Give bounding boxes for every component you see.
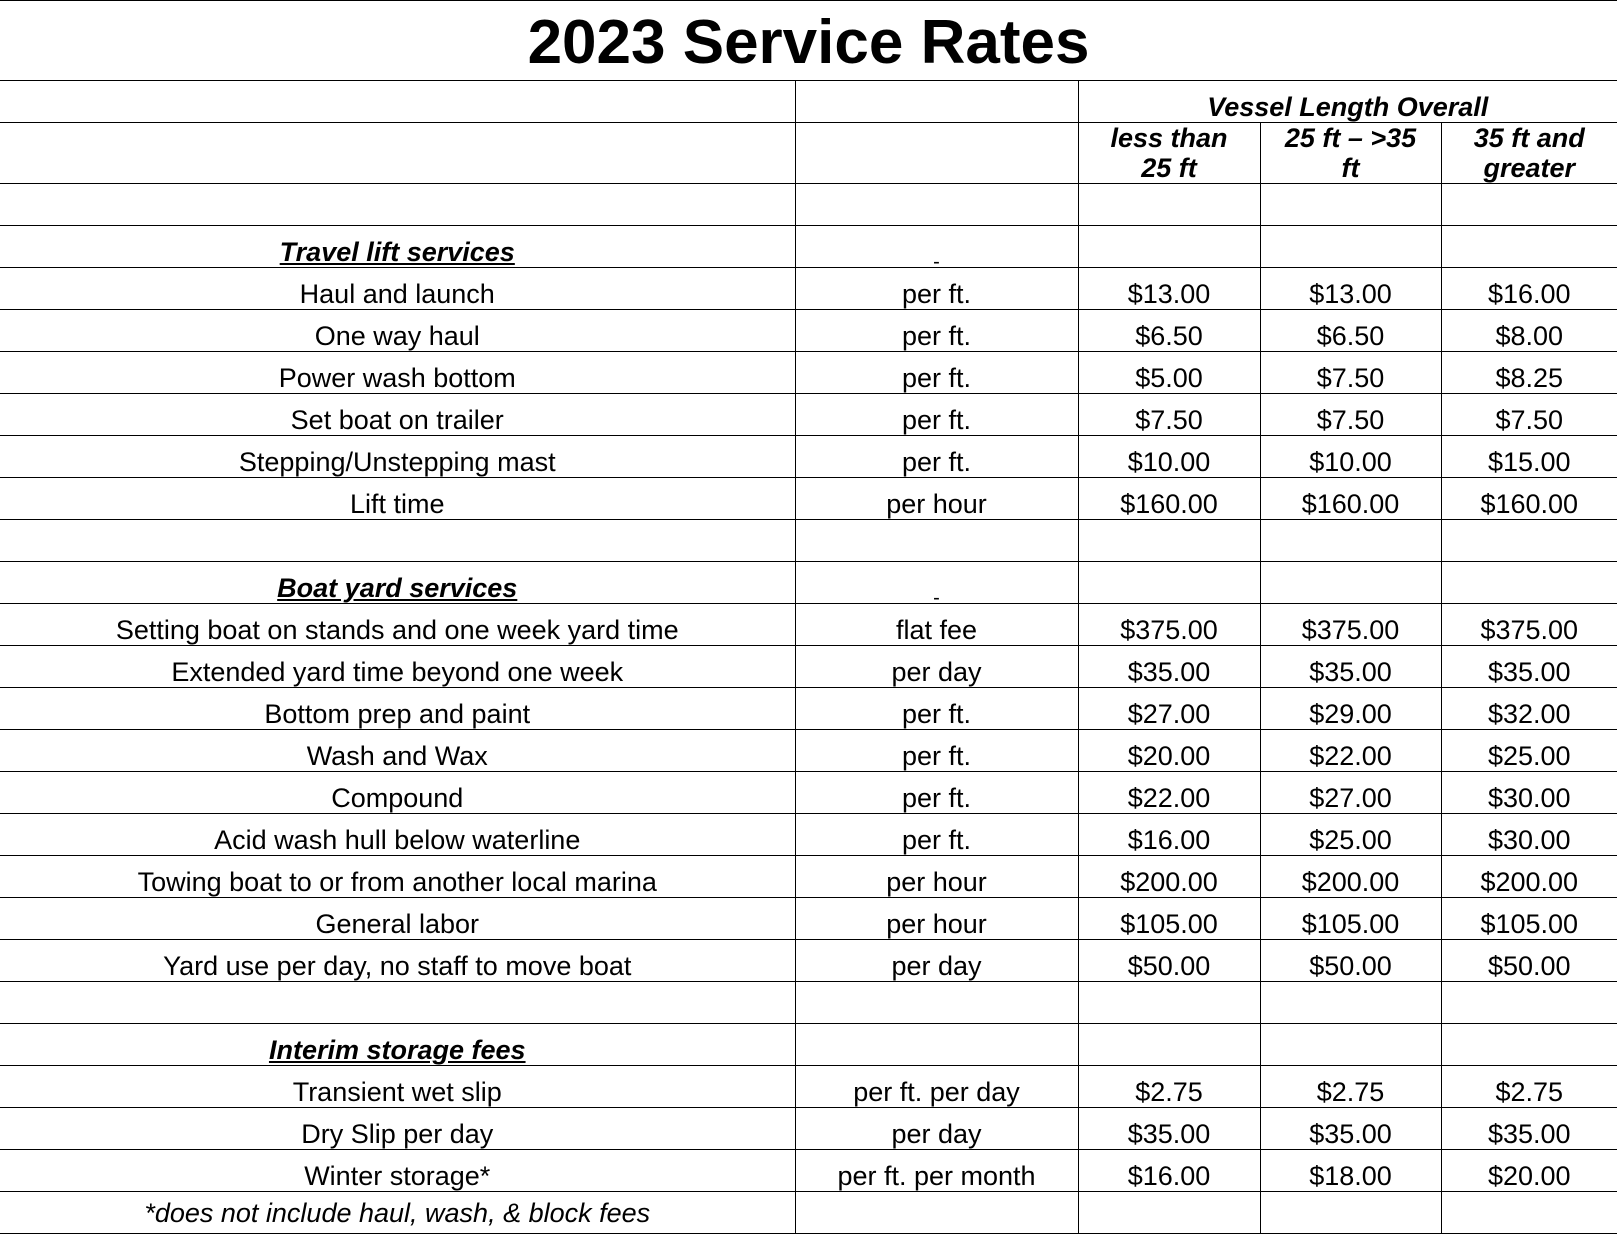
price-cell: $200.00 [1260,856,1441,898]
price-cell: $16.00 [1078,814,1260,856]
price-cell: $160.00 [1441,478,1617,520]
price-cell: $27.00 [1260,772,1441,814]
service-name: Set boat on trailer [0,394,795,436]
price-cell: $13.00 [1260,268,1441,310]
section-title [0,562,795,604]
price-cell: $105.00 [1078,898,1260,940]
price-cell: $18.00 [1260,1150,1441,1192]
table-row [0,646,1617,688]
unit: per ft. [795,688,1078,730]
table-row [0,730,1617,772]
table-row [0,436,1617,478]
price-cell: $13.00 [1078,268,1260,310]
table-row [0,604,1617,646]
section-title-text: Travel lift services [279,237,515,267]
price-cell: $35.00 [1078,646,1260,688]
price-cell: $25.00 [1260,814,1441,856]
spacer-row [0,184,1617,226]
price-cell: $35.00 [1260,646,1441,688]
table-row [0,1150,1617,1192]
section-unit-marker [795,562,1078,604]
price-cell: $2.75 [1260,1066,1441,1108]
service-name: Bottom prep and paint [0,688,795,730]
section-header-row [0,1024,1617,1066]
unit: flat fee [795,604,1078,646]
price-cell: $6.50 [1260,310,1441,352]
service-name: Winter storage* [0,1150,795,1192]
price-cell: $25.00 [1441,730,1617,772]
service-name: Acid wash hull below waterline [0,814,795,856]
unit: per ft. per month [795,1150,1078,1192]
unit: per hour [795,478,1078,520]
service-name: Towing boat to or from another local marina [0,856,795,898]
price-cell: $10.00 [1078,436,1260,478]
price-cell: $105.00 [1441,898,1617,940]
service-name: Dry Slip per day [0,1108,795,1150]
service-name: Compound [0,772,795,814]
unit: per hour [795,898,1078,940]
unit: per ft. [795,352,1078,394]
table-row [0,772,1617,814]
table-row [0,1108,1617,1150]
price-cell: $8.00 [1441,310,1617,352]
price-cell: $32.00 [1441,688,1617,730]
header-columns-row [0,123,1617,184]
section-unit-marker [795,226,1078,268]
column-header-large: 35 ft and greater [1441,123,1617,184]
price-cell: $200.00 [1078,856,1260,898]
service-name: General labor [0,898,795,940]
price-cell: $50.00 [1441,940,1617,982]
unit: per ft. [795,730,1078,772]
spacer-row [0,982,1617,1024]
price-cell: $5.00 [1078,352,1260,394]
price-cell: $30.00 [1441,814,1617,856]
unit: per ft. per day [795,1066,1078,1108]
price-cell: $35.00 [1260,1108,1441,1150]
price-cell: $10.00 [1260,436,1441,478]
price-cell: $27.00 [1078,688,1260,730]
price-cell: $35.00 [1441,646,1617,688]
price-cell: $16.00 [1441,268,1617,310]
price-cell: $22.00 [1260,730,1441,772]
section-title [0,226,795,268]
price-cell: $160.00 [1078,478,1260,520]
footnote: *does not include haul, wash, & block fees [0,1192,795,1234]
unit: per ft. [795,436,1078,478]
table-row [0,688,1617,730]
price-cell: $50.00 [1260,940,1441,982]
price-cell: $30.00 [1441,772,1617,814]
table-row [0,814,1617,856]
vessel-length-header: Vessel Length Overall [1078,81,1617,123]
column-header-small: less than 25 ft [1078,123,1260,184]
table-row [0,856,1617,898]
price-cell: $160.00 [1260,478,1441,520]
price-cell: $2.75 [1441,1066,1617,1108]
service-name: Transient wet slip [0,1066,795,1108]
unit: per ft. [795,814,1078,856]
header-group-row [0,81,1617,123]
price-cell: $6.50 [1078,310,1260,352]
table-row [0,310,1617,352]
service-name: Wash and Wax [0,730,795,772]
price-cell: $7.50 [1260,352,1441,394]
price-cell: $29.00 [1260,688,1441,730]
unit: per ft. [795,310,1078,352]
price-cell: $22.00 [1078,772,1260,814]
table-row [0,352,1617,394]
price-cell: $35.00 [1441,1108,1617,1150]
price-cell: $20.00 [1078,730,1260,772]
price-cell: $7.50 [1078,394,1260,436]
unit: per day [795,1108,1078,1150]
service-name: Power wash bottom [0,352,795,394]
rates-table [0,80,1617,1234]
table-row [0,1066,1617,1108]
spacer-row [0,520,1617,562]
table-row [0,394,1617,436]
unit: per ft. [795,394,1078,436]
unit-marker-text: - [933,251,940,268]
unit: per ft. [795,268,1078,310]
table-row [0,478,1617,520]
price-cell: $105.00 [1260,898,1441,940]
service-name: One way haul [0,310,795,352]
price-cell: $375.00 [1078,604,1260,646]
table-row [0,268,1617,310]
price-cell: $375.00 [1441,604,1617,646]
section-header-row [0,226,1617,268]
service-name: Lift time [0,478,795,520]
service-name: Setting boat on stands and one week yard time [0,604,795,646]
unit: per day [795,940,1078,982]
price-cell: $35.00 [1078,1108,1260,1150]
unit: per day [795,646,1078,688]
price-cell: $375.00 [1260,604,1441,646]
price-cell: $50.00 [1078,940,1260,982]
column-header-medium: 25 ft – >35 ft [1260,123,1441,184]
price-cell: $15.00 [1441,436,1617,478]
section-title-text: Boat yard services [277,573,518,603]
price-cell: $7.50 [1441,394,1617,436]
price-cell: $200.00 [1441,856,1617,898]
section-header-row [0,562,1617,604]
section-unit-marker [795,1024,1078,1066]
price-cell: $8.25 [1441,352,1617,394]
section-title-text: Interim storage fees [268,1035,526,1065]
table-row [0,940,1617,982]
unit: per hour [795,856,1078,898]
footnote-row [0,1192,1617,1234]
page-title: 2023 Service Rates [0,0,1617,80]
service-name: Yard use per day, no staff to move boat [0,940,795,982]
price-cell: $7.50 [1260,394,1441,436]
service-name: Stepping/Unstepping mast [0,436,795,478]
table-row [0,898,1617,940]
service-name: Haul and launch [0,268,795,310]
price-cell: $2.75 [1078,1066,1260,1108]
unit: per ft. [795,772,1078,814]
section-title [0,1024,795,1066]
price-cell: $20.00 [1441,1150,1617,1192]
price-cell: $16.00 [1078,1150,1260,1192]
unit-marker-text: - [933,587,940,604]
service-name: Extended yard time beyond one week [0,646,795,688]
